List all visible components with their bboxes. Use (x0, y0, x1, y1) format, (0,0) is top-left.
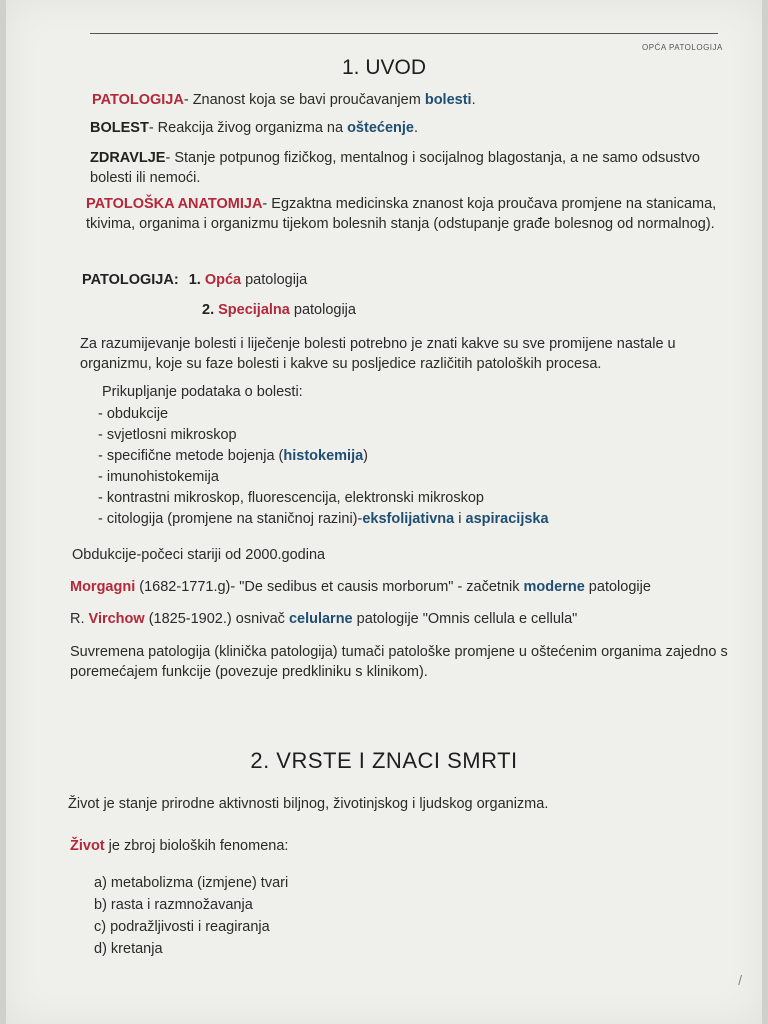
virchow-line: R. Virchow (1825-1902.) osnivač celularne patologije "Omnis cellula e cellula" (70, 611, 578, 627)
life-definition: Život je stanje prirodne aktivnosti biljnog, životinjskog i ljudskog organizma. (68, 796, 549, 812)
term-patoloska-anatomija: PATOLOŠKA ANATOMIJA (86, 196, 263, 212)
life-phenomena-list (94, 872, 594, 960)
definition-patoloska-anatomija: PATOLOŠKA ANATOMIJA- Egzaktna medicinska znanost koja proučava promjene na stanicama, tkivima, organima i organizmu tijekom bolesnih stanja (odstupanje građe bolesnog od normalnog). (86, 196, 717, 232)
division-item-2: 2. Specijalna patologija (202, 302, 356, 318)
suvremena-paragraph: Suvremena patologija (klinička patologija) tumači patološke promjene u oštećenim organima zajedno s poremećajem funkcije (povezuje predkliniku s klinikom). (70, 644, 728, 680)
name-virchow: Virchow (88, 611, 145, 627)
term-zivot: Život (70, 838, 105, 854)
term-patologija: PATOLOGIJA (92, 92, 184, 108)
keyword-ostecenje: oštećenje (347, 120, 414, 136)
keyword-opca: Opća (204, 272, 242, 288)
data-collection-heading: Prikupljanje podataka o bolesti: (102, 384, 303, 400)
keyword-celularne: celularne (288, 611, 353, 627)
term-zdravlje: ZDRAVLJE (90, 150, 166, 166)
list-item: b) rasta i razmnožavanja (94, 897, 253, 913)
section-2-title: 2. VRSTE I ZNACI SMRTI (250, 748, 518, 773)
name-morgagni: Morgagni (70, 579, 136, 595)
keyword-bolesti: bolesti (424, 92, 472, 108)
list-item: c) podražljivosti i reagiranja (94, 919, 270, 935)
division-item-1: PATOLOGIJA: 1. Opća patologija (82, 272, 308, 288)
obdukcije-line: Obdukcije-počeci stariji od 2000.godina (72, 547, 326, 563)
list-item: - specifične metode bojenja (histokemija) (98, 448, 369, 464)
keyword-specijalna: Specijalna (218, 302, 290, 318)
keyword-aspiracijska: aspiracijska (465, 511, 549, 527)
list-item: d) kretanja (94, 941, 163, 957)
list-item: - citologija (promjene na staničnoj razini)-eksfolijativna i aspiracijska (98, 511, 549, 527)
list-item: - svjetlosni mikroskop (98, 427, 237, 443)
division-label: PATOLOGIJA: (82, 272, 179, 288)
morgagni-line: Morgagni (1682-1771.g)- "De sedibus et causis morborum" - začetnik moderne patologije (70, 579, 651, 595)
definition-patologija: PATOLOGIJA- Znanost koja se bavi proučavanjem bolesti. (92, 92, 476, 108)
intro-paragraph: Za razumijevanje bolesti i liječenje bolesti potrebno je znati kakve su sve promijene nastale u organizmu, koje su faze bolesti i kakve su posljedice različitih patoloških procesa. (80, 336, 676, 372)
life-phenomena-intro: Život je zbroj bioloških fenomena: (70, 838, 289, 854)
running-title: OPĆA PATOLOGIJA (642, 43, 723, 52)
keyword-eksfolijativna: eksfolijativna (362, 511, 455, 527)
page-corner-mark: / (738, 972, 742, 988)
definition-bolest: BOLEST- Reakcija živog organizma na oštećenje. (90, 120, 419, 136)
list-item: - imunohistokemija (98, 469, 219, 485)
list-item: - kontrastni mikroskop, fluorescencija, elektronski mikroskop (98, 490, 484, 506)
keyword-moderne: moderne (523, 579, 585, 595)
header-rule (90, 33, 718, 34)
definition-zdravlje: ZDRAVLJE- Stanje potpunog fizičkog, mentalnog i socijalnog blagostanja, a ne samo odsustvo bolesti ili nemoći. (90, 150, 700, 186)
document-page (6, 0, 762, 1024)
section-1-title: 1. UVOD (341, 56, 427, 79)
keyword-histokemija: histokemija (283, 448, 364, 464)
list-item: a) metabolizma (izmjene) tvari (94, 875, 289, 891)
data-collection-list (98, 404, 738, 530)
term-bolest: BOLEST (90, 120, 149, 136)
list-item: - obdukcije (98, 406, 169, 422)
